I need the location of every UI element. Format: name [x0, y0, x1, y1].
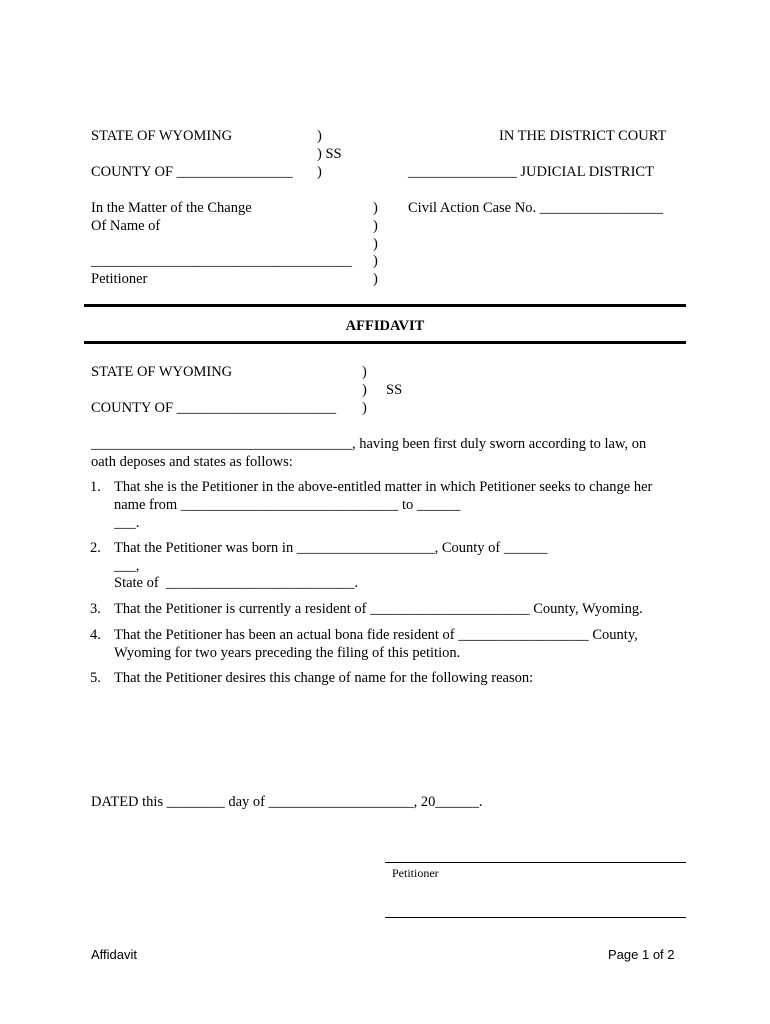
item-1-line2: name from ______________________________ to ______	[114, 497, 461, 513]
item-5-number: 5.	[90, 670, 101, 686]
item-4-line2: Wyoming for two years preceding the filing of this petition.	[114, 645, 461, 661]
caption-judicial-district: _______________ JUDICIAL DISTRICT	[408, 164, 654, 180]
caption-court: IN THE DISTRICT COURT	[499, 128, 667, 144]
venue-state: STATE OF WYOMING	[91, 364, 233, 380]
item-4-number: 4.	[90, 627, 101, 643]
item-5-line1: That the Petitioner desires this change of name for the following reason:	[114, 670, 534, 686]
caption-paren: )	[373, 271, 378, 287]
item-4-line1: That the Petitioner has been an actual bona fide resident of __________________ County,	[114, 627, 638, 643]
intro-line2: oath deposes and states as follows:	[91, 454, 293, 470]
item-1-number: 1.	[90, 479, 101, 495]
top-rule	[84, 304, 686, 307]
caption-ss: ) SS	[317, 146, 342, 162]
caption-paren: )	[373, 218, 378, 234]
second-signature-line	[385, 917, 686, 918]
document-title: AFFIDAVIT	[345, 318, 425, 334]
item-2-line2: ___,	[114, 558, 140, 574]
item-2-number: 2.	[90, 540, 101, 556]
footer-page-number: Page 1 of 2	[608, 947, 675, 962]
item-2-line1: That the Petitioner was born in ___________________, County of ______	[114, 540, 548, 556]
caption-paren: )	[317, 128, 322, 144]
bottom-rule	[84, 341, 686, 344]
caption-name-blank: ____________________________________	[91, 253, 352, 269]
venue-paren: )	[362, 382, 367, 398]
item-1-line3: ___.	[114, 515, 140, 531]
petitioner-signature-label: Petitioner	[392, 866, 439, 880]
item-3-line1: That the Petitioner is currently a resident of ______________________ County, Wyoming.	[114, 601, 643, 617]
caption-paren: )	[373, 200, 378, 216]
caption-paren: )	[317, 164, 322, 180]
footer-title: Affidavit	[91, 947, 138, 962]
caption-county: COUNTY OF ________________	[91, 164, 293, 180]
caption-matter-line1: In the Matter of the Change	[91, 200, 252, 216]
caption-paren: )	[373, 253, 378, 269]
petitioner-signature-line	[385, 862, 686, 863]
item-2-line3: State of __________________________.	[114, 575, 359, 591]
caption-case-number: Civil Action Case No. _________________	[408, 200, 663, 216]
item-1-line1: That she is the Petitioner in the above-entitled matter in which Petitioner seeks to change her	[114, 479, 653, 495]
item-3-number: 3.	[90, 601, 101, 617]
venue-ss: SS	[386, 382, 403, 398]
caption-paren: )	[373, 236, 378, 252]
caption-matter-line2: Of Name of	[91, 218, 161, 234]
dated-line: DATED this ________ day of ____________________, 20______.	[91, 794, 483, 810]
venue-paren: )	[362, 400, 367, 416]
intro-line1: ____________________________________, having been first duly sworn according to law, on	[91, 436, 647, 452]
caption-petitioner: Petitioner	[91, 271, 148, 287]
caption-state: STATE OF WYOMING	[91, 128, 233, 144]
venue-paren: )	[362, 364, 367, 380]
venue-county: COUNTY OF ______________________	[91, 400, 337, 416]
